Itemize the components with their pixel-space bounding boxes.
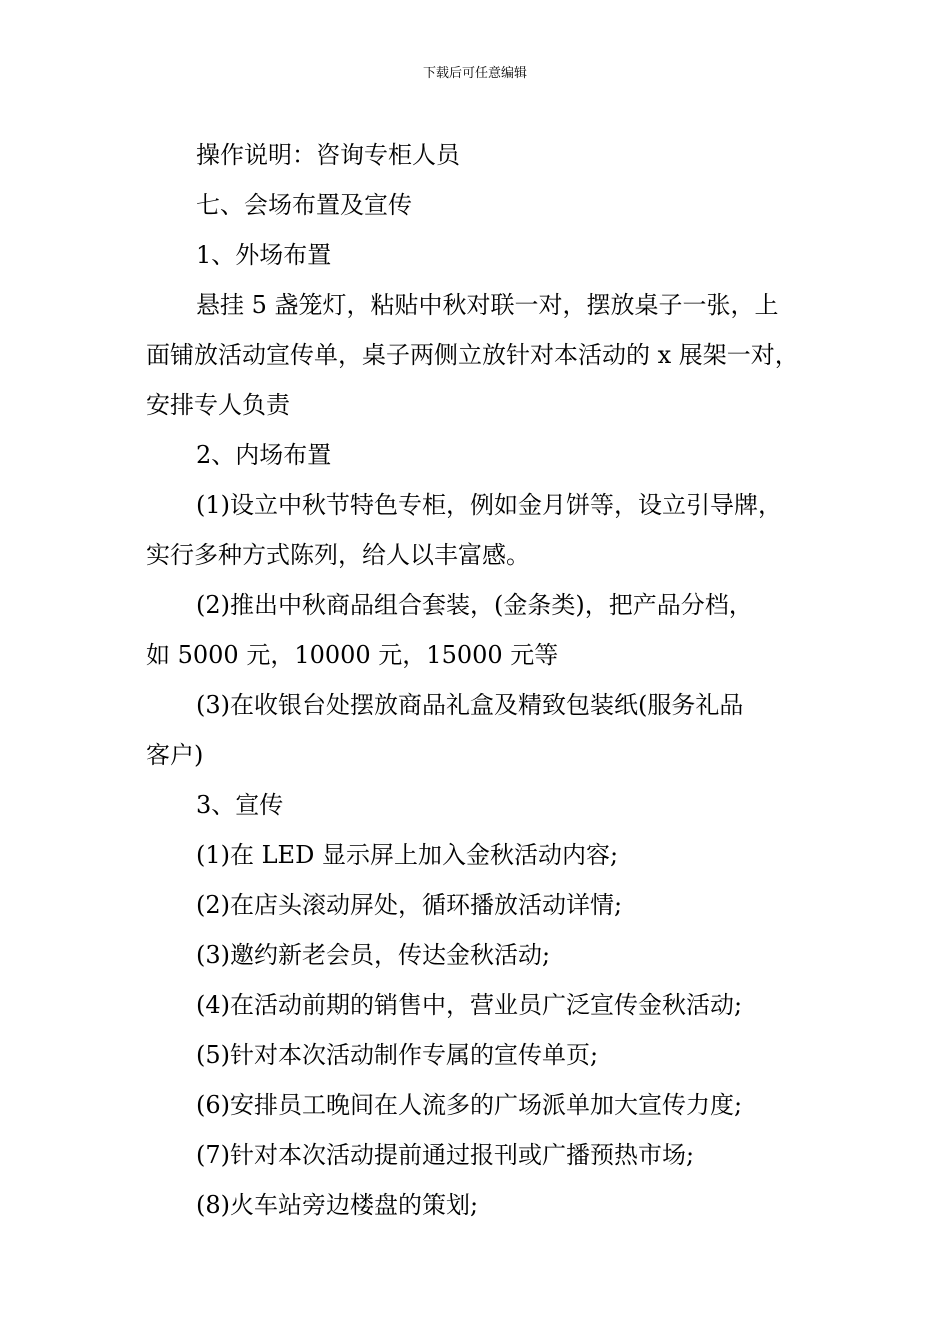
list-item bbox=[146, 980, 816, 1030]
paragraph bbox=[146, 130, 816, 180]
list-item bbox=[146, 680, 816, 780]
list-item bbox=[146, 830, 816, 880]
page-header: 下载后可任意编辑 bbox=[422, 66, 527, 81]
document-body bbox=[146, 130, 816, 1230]
list-item bbox=[146, 1180, 816, 1230]
text-line: (8)火车站旁边楼盘的策划; bbox=[196, 1191, 479, 1219]
list-item bbox=[146, 1030, 816, 1080]
text-line: 悬挂 5 盏笼灯，粘贴中秋对联一对，摆放桌子一张，上 bbox=[196, 291, 779, 319]
list-item bbox=[146, 880, 816, 930]
text-line: (3)在收银台处摆放商品礼盒及精致包装纸(服务礼品 bbox=[196, 691, 744, 719]
text-line: 操作说明：咨询专柜人员 bbox=[196, 141, 460, 169]
subsection-heading bbox=[146, 780, 816, 830]
subsection-heading bbox=[146, 430, 816, 480]
list-item bbox=[146, 1080, 816, 1130]
text-line: (1)设立中秋节特色专柜，例如金月饼等，设立引导牌， bbox=[196, 491, 782, 519]
text-line: 面铺放活动宣传单，桌子两侧立放针对本活动的 x 展架一对， bbox=[146, 341, 799, 369]
text-line: 实行多种方式陈列，给人以丰富感。 bbox=[146, 541, 530, 569]
text-line: (1)在 LED 显示屏上加入金秋活动内容; bbox=[196, 841, 619, 869]
text-line: 如 5000 元，10000 元，15000 元等 bbox=[146, 641, 559, 669]
text-line: (7)针对本次活动提前通过报刊或广播预热市场; bbox=[196, 1141, 695, 1169]
paragraph bbox=[146, 280, 816, 430]
text-line: (5)针对本次活动制作专属的宣传单页; bbox=[196, 1041, 599, 1069]
text-line: (2)在店头滚动屏处，循环播放活动详情; bbox=[196, 891, 623, 919]
section-heading bbox=[146, 180, 816, 230]
text-line: (4)在活动前期的销售中，营业员广泛宣传金秋活动; bbox=[196, 991, 743, 1019]
text-line: 安排专人负责 bbox=[146, 391, 290, 419]
text-line: (6)安排员工晚间在人流多的广场派单加大宣传力度; bbox=[196, 1091, 743, 1119]
list-item bbox=[146, 1130, 816, 1180]
text-line: 3、宣传 bbox=[196, 791, 284, 819]
text-line: (3)邀约新老会员，传达金秋活动; bbox=[196, 941, 551, 969]
text-line: 1、外场布置 bbox=[196, 241, 332, 269]
list-item bbox=[146, 480, 816, 580]
list-item bbox=[146, 580, 816, 680]
text-line: (2)推出中秋商品组合套装，(金条类)，把产品分档， bbox=[196, 591, 753, 619]
text-line: 客户) bbox=[146, 741, 204, 769]
text-line: 2、内场布置 bbox=[196, 441, 332, 469]
list-item bbox=[146, 930, 816, 980]
text-line: 七、会场布置及宣传 bbox=[196, 191, 412, 219]
subsection-heading bbox=[146, 230, 816, 280]
